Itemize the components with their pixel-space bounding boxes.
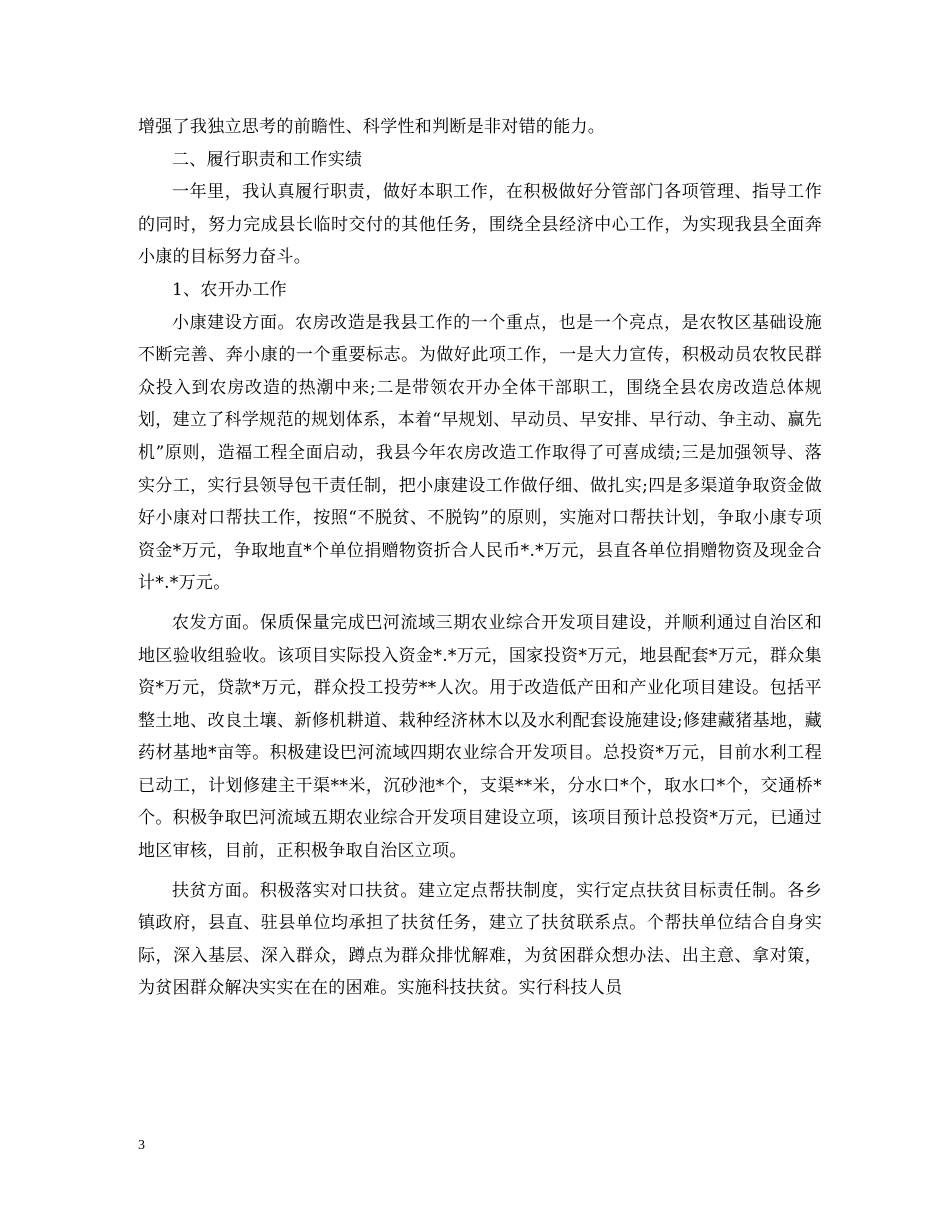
paragraph-nongfa: 农发方面。保质保量完成巴河流域三期农业综合开发项目建设，并顺利通过自治区和地区验收组验收。该项目实际投入资金*.*万元，国家投资*万元，地县配套*万元，群众集资*万元，贷款*万元，群众投工投劳**人次。用于改造低产田和产业化项目建设。包括平整土地、改良土壤、新修机耕道、栽种经济林木以及水利配套设施建设;修建藏猪基地，藏药材基地*亩等。积极建设巴河流域四期农业综合开发项目。总投资*万元，目前水利工程已动工，计划修建主干渠**米，沉砂池*个，支渠**米，分水口*个，取水口*个，交通桥*个。积极争取巴河流域五期农业综合开发项目建设立项，该项目预计总投资*万元，已通过地区审核，目前，正积极争取自治区立项。 bbox=[138, 612, 822, 862]
page-number: 3 bbox=[138, 1138, 145, 1153]
paragraph-continuation: 增强了我独立思考的前瞻性、科学性和判断是非对错的能力。 bbox=[138, 117, 606, 137]
subsection-heading: 1、农开办工作 bbox=[172, 279, 287, 300]
paragraph-xiaokang: 小康建设方面。农房改造是我县工作的一个重点，也是一个亮点，是农牧区基础设施不断完善、奔小康的一个重要标志。为做好此项工作，一是大力宣传，积极动员农牧民群众投入到农房改造的热潮中来;二是带领农开办全体干部职工，围绕全县农房改造总体规划，建立了科学规范的规划体系，本着“早规划、早动员、早安排、早行动、争主动、赢先机”原则，造福工程全面启动，我县今年农房改造工作取得了可喜成绩;三是加强领导、落实分工，实行县领导包干责任制，把小康建设工作做仔细、做扎实;四是多渠道争取资金做好小康对口帮扶工作，按照“不脱贫、不脱钩”的原则，实施对口帮扶计划，争取小康专项资金*万元，争取地直*个单位捐赠物资折合人民币*.*万元，县直各单位捐赠物资及现金合计*.*万元。 bbox=[138, 312, 822, 594]
paragraph-fupin: 扶贫方面。积极落实对口扶贫。建立定点帮扶制度，实行定点扶贫目标责任制。各乡镇政府，县直、驻县单位均承担了扶贫任务，建立了扶贫联系点。个帮扶单位结合自身实际，深入基层、深入群众，蹲点为群众排忧解难，为贫困群众想办法、出主意、拿对策，为贫困群众解决实实在在的困难。实施科技扶贫。实行科技人员 bbox=[138, 880, 822, 999]
document-body bbox=[138, 111, 822, 1005]
section-heading: 二、履行职责和工作实绩 bbox=[172, 149, 363, 170]
paragraph-overview: 一年里，我认真履行职责，做好本职工作，在积极做好分管部门各项管理、指导工作的同时，努力完成县长临时交付的其他任务，围绕全县经济中心工作，为实现我县全面奔小康的目标努力奋斗。 bbox=[138, 182, 822, 268]
